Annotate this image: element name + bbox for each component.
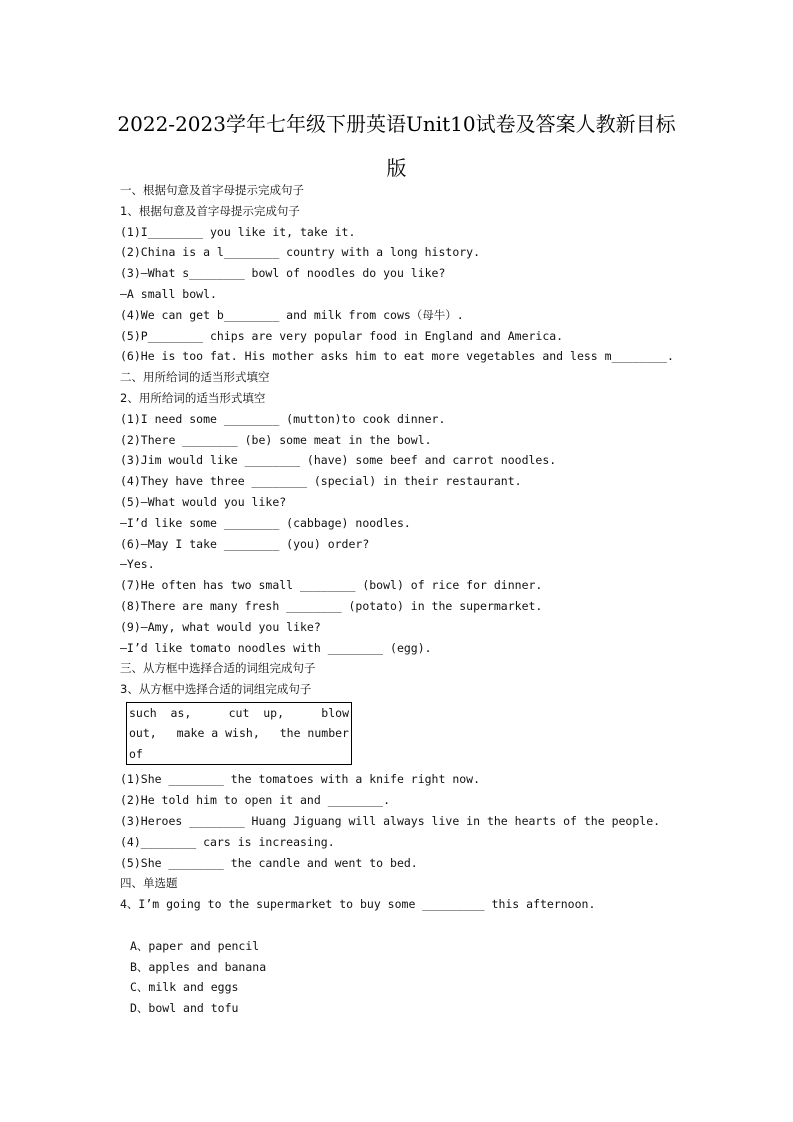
spacer xyxy=(120,915,680,936)
question-1-item: (1)I________ you like it, take it. xyxy=(120,224,356,239)
word-bank-row xyxy=(129,723,351,744)
question-2-item: (6)—May I take ________ (you) order? xyxy=(120,536,370,551)
question-2-item: —I’d like some ________ (cabbage) noodles. xyxy=(120,515,411,530)
word-bank-box xyxy=(126,702,352,766)
page-title: 2022-2023学年七年级下册英语Unit10试卷及答案人教新目标版 xyxy=(117,112,676,180)
option-c: C、milk and eggs xyxy=(130,980,239,995)
word-bank-phrase: blow xyxy=(321,705,349,720)
question-2-item: (2)There ________ (be) some meat in the bowl. xyxy=(120,432,432,447)
document-body xyxy=(120,180,680,1019)
question-4-stem: 4、I’m going to the supermarket to buy some _________ this afternoon. xyxy=(120,897,596,912)
question-1-item: (3)—What s________ bowl of noodles do you like? xyxy=(120,266,446,281)
question-1-item: —A small bowl. xyxy=(120,286,217,301)
section-1-header: 一、根据句意及首字母提示完成句子 xyxy=(120,183,304,197)
question-2-item: (4)They have three ________ (special) in their restaurant. xyxy=(120,474,522,489)
question-1-item: (6)He is too fat. His mother asks him to eat more vegetables and less m________. xyxy=(120,349,674,364)
question-2-item: (5)—What would you like? xyxy=(120,494,287,509)
question-3-item: (4)________ cars is increasing. xyxy=(120,834,335,849)
question-3-item: (3)Heroes ________ Huang Jiguang will always live in the hearts of the people. xyxy=(120,814,661,829)
word-bank-row xyxy=(129,744,351,765)
question-2-item: —Yes. xyxy=(120,557,155,572)
question-2-item: (1)I need some ________ (mutton)to cook dinner. xyxy=(120,411,446,426)
option-a: A、paper and pencil xyxy=(130,938,260,953)
section-2-header: 二、用所给词的适当形式填空 xyxy=(120,370,270,385)
word-bank-phrase: such as, xyxy=(129,705,192,720)
question-2-title: 2、用所给词的适当形式填空 xyxy=(120,390,266,405)
question-2-item: (7)He often has two small ________ (bowl) of rice for dinner. xyxy=(120,578,543,593)
question-1-title: 1、根据句意及首字母提示完成句子 xyxy=(120,203,300,218)
question-2-item: (3)Jim would like ________ (have) some beef and carrot noodles. xyxy=(120,453,557,468)
question-3-title: 3、从方框中选择合适的词组完成句子 xyxy=(120,682,312,697)
question-3-item: (1)She ________ the tomatoes with a knife right now. xyxy=(120,772,481,787)
question-2-item: —I’d like tomato noodles with ________ (egg). xyxy=(120,640,432,655)
word-bank-phrase: cut up, xyxy=(228,705,284,720)
option-b: B、apples and banana xyxy=(130,959,267,974)
section-3-header: 三、从方框中选择合适的词组完成句子 xyxy=(120,661,316,676)
question-3-item: (2)He told him to open it and ________. xyxy=(120,793,391,808)
question-1-item: (2)China is a l________ country with a long history. xyxy=(120,245,481,260)
word-bank-phrase: the number xyxy=(279,726,349,741)
word-bank-phrase: make a wish, xyxy=(176,726,260,741)
word-bank-phrase: of xyxy=(129,746,143,761)
question-2-item: (8)There are many fresh ________ (potato) in the supermarket. xyxy=(120,598,543,613)
word-bank-phrase: out, xyxy=(129,726,157,741)
question-1-item: (4)We can get b________ and milk from cows（母牛）. xyxy=(120,307,464,322)
question-2-item: (9)—Amy, what would you like? xyxy=(120,619,321,634)
section-4-header: 四、单选题 xyxy=(120,876,178,891)
word-bank-row xyxy=(129,703,351,724)
question-1-item: (5)P________ chips are very popular food in England and America. xyxy=(120,328,564,343)
option-d: D、bowl and tofu xyxy=(130,1001,239,1016)
question-3-item: (5)She ________ the candle and went to bed. xyxy=(120,855,418,870)
